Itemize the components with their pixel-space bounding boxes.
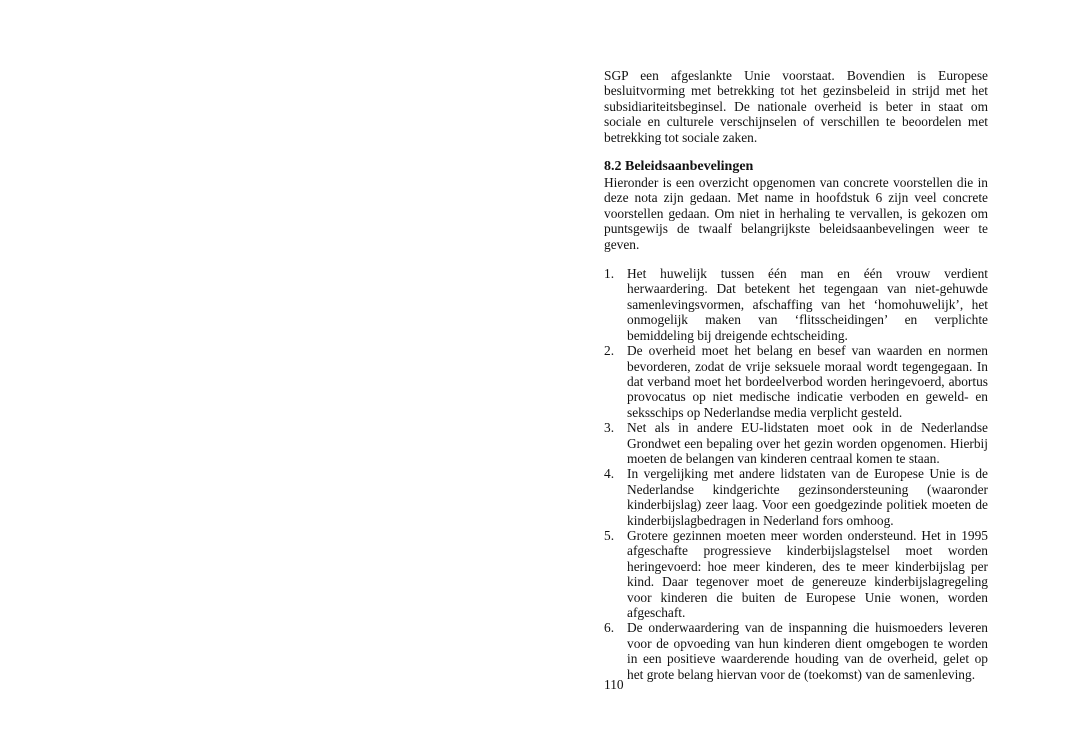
list-item (604, 528, 988, 620)
list-item-number: 1. (604, 266, 615, 282)
page-number: 110 (604, 677, 624, 692)
text-column (604, 68, 988, 682)
list-item-number: 4. (604, 466, 615, 482)
list-item (604, 620, 988, 682)
list-item-text: De overheid moet het belang en besef van waarden en normen bevorderen, zodat de vrije seksuele moraal wordt tegengegaan. In dat verband moet het bordeelverbod worden heringevoerd, abortus provocatus op niet medische indicatie verboden en geweld- en seksschips op Nederlandse media verplicht gesteld. (627, 343, 988, 420)
intro-paragraph: Hieronder is een overzicht opgenomen van concrete voorstellen die in deze nota zijn gedaan. Met name in hoofdstuk 6 zijn veel concrete voorstellen gedaan. Om niet in herhaling te vervallen, is gekozen om puntsgewijs de twaalf belangrijkste beleidsaanbevelingen weer te geven. (604, 175, 988, 252)
list-item (604, 420, 988, 466)
list-item-text: In vergelijking met andere lidstaten van de Europese Unie is de Nederlandse kindgerichte gezinsondersteuning (waaronder kinderbijslag) zeer laag. Voor een goedgezinde politiek moeten de kinderbijslagbedragen in Nederland fors omhoog. (627, 466, 988, 528)
opening-paragraph: SGP een afgeslankte Unie voorstaat. Bovendien is Europese besluitvorming met betrekking tot het gezinsbeleid in strijd met het subsidiariteitsbeginsel. De nationale overheid is beter in staat om sociale en culturele verschijnselen of verschillen te beoordelen met betrekking tot sociale zaken. (604, 68, 988, 145)
list-item-text: De onderwaardering van de inspanning die huismoeders leveren voor de opvoeding van hun kinderen dient omgebogen te worden in een positieve waarderende houding van de overheid, gelet op het grote belang hiervan voor de (toekomst) van de samenleving. (627, 620, 988, 682)
list-item-number: 6. (604, 620, 615, 636)
section-heading: 8.2 Beleidsaanbevelingen (604, 159, 754, 175)
recommendations-list (604, 266, 988, 682)
list-item (604, 343, 988, 420)
list-item-text: Net als in andere EU-lidstaten moet ook in de Nederlandse Grondwet een bepaling over het gezin worden opgenomen. Hierbij moeten de belangen van kinderen centraal komen te staan. (627, 420, 988, 466)
list-item-text: Het huwelijk tussen één man en één vrouw verdient herwaardering. Dat betekent het tegengaan van niet-gehuwde samenlevingsvormen, afschaffing van het ‘homohuwelijk’, het onmogelijk maken van ‘flitsscheidingen’ en verplichte bemiddeling bij dreigende echtscheiding. (627, 266, 988, 343)
list-item (604, 466, 988, 528)
list-item-number: 5. (604, 527, 615, 543)
list-item-text: Grotere gezinnen moeten meer worden ondersteund. Het in 1995 afgeschafte progressieve kinderbijslagstelsel moet worden heringevoerd: hoe meer kinderen, des te meer kinderbijslag per kind. Daar tegenover moet de genereuze kinderbijslagregeling voor kinderen die buiten de Europese Unie wonen, worden afgeschaft. (627, 527, 988, 620)
list-item-number: 2. (604, 343, 615, 359)
list-item (604, 266, 988, 343)
list-item-number: 3. (604, 420, 615, 436)
